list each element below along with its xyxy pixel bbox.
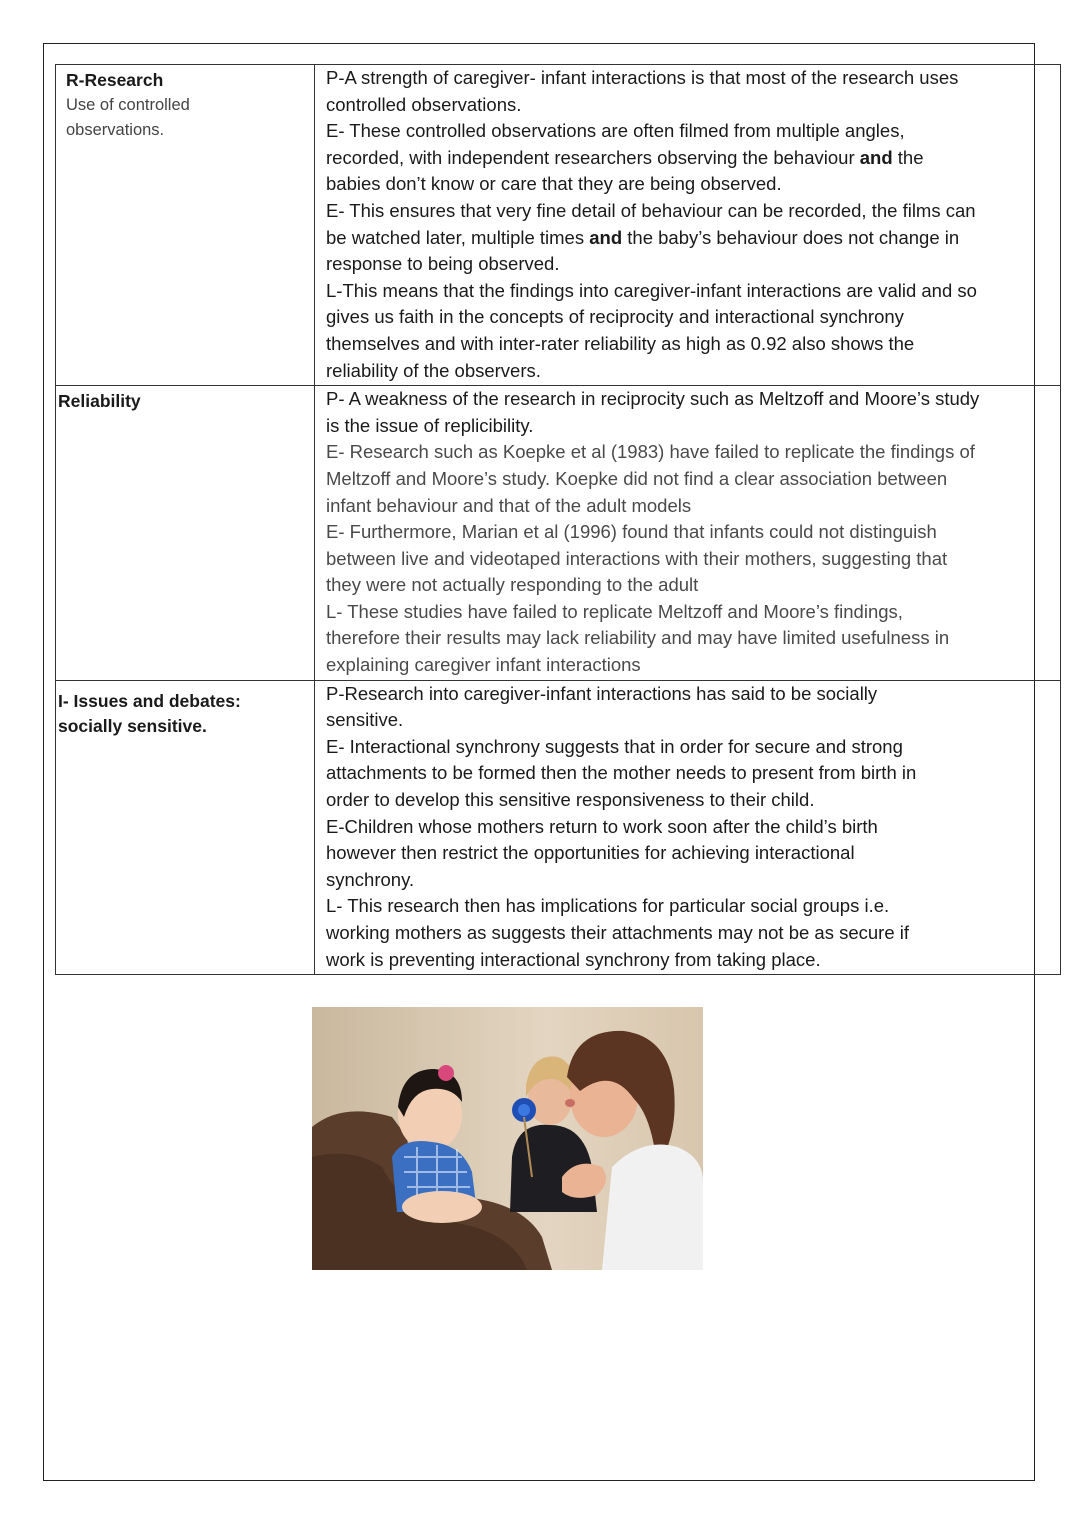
text-line: therefore their results may lack reliability and may have limited usefulness in <box>326 627 950 649</box>
text-line: E- Furthermore, Marian et al (1996) found that infants could not distinguish <box>326 521 937 543</box>
row-label-title: I- Issues and debates: <box>58 690 241 711</box>
text-line: infant behaviour and that of the adult models <box>326 494 692 516</box>
text-span: the baby’s behaviour does not change in <box>627 226 960 248</box>
infant-caregiver-photo <box>312 1007 703 1270</box>
text-cell <box>315 386 1061 681</box>
table-row-reliability <box>56 386 1061 681</box>
text-line: reliability of the observers. <box>326 359 541 381</box>
row-label-title: R-Research <box>66 70 164 90</box>
text-line: response to being observed. <box>326 253 560 275</box>
text-line: L- These studies have failed to replicate Meltzoff and Moore’s findings, <box>326 600 903 622</box>
text-line: gives us faith in the concepts of reciprocity and interactional synchrony <box>326 306 904 328</box>
table-row-issues-debates <box>56 680 1061 975</box>
text-line: E- Research such as Koepke et al (1983) have failed to replicate the findings of <box>326 441 975 463</box>
label-cell <box>56 386 315 681</box>
text-line: they were not actually responding to the adult <box>326 574 699 596</box>
text-line: synchrony. <box>326 868 415 890</box>
row-label-sub: observations. <box>66 121 165 139</box>
text-line: Meltzoff and Moore’s study. Koepke did not find a clear association between <box>326 467 948 489</box>
text-line: attachments to be formed then the mother needs to present from birth in <box>326 762 917 784</box>
text-line: E- Interactional synchrony suggests that in order for secure and strong <box>326 735 903 757</box>
text-line: L- This research then has implications for particular social groups i.e. <box>326 895 890 917</box>
row-label-title: Reliability <box>58 391 141 412</box>
table-row-research <box>56 65 1061 386</box>
text-line <box>326 145 1054 172</box>
text-line: E-Children whose mothers return to work soon after the child’s birth <box>326 815 878 837</box>
text-span: be watched later, multiple times <box>326 226 585 248</box>
text-line: P- A weakness of the research in reciprocity such as Meltzoff and Moore’s study <box>326 388 980 410</box>
text-line: working mothers as suggests their attachments may not be as secure if <box>326 922 910 943</box>
text-line: P-A strength of caregiver- infant interactions is that most of the research uses <box>326 67 959 88</box>
text-line: L-This means that the findings into caregiver-infant interactions are valid and so <box>326 279 977 301</box>
evaluation-table <box>55 64 1061 975</box>
label-cell <box>56 65 315 386</box>
photo-illustration-icon <box>312 1007 703 1270</box>
row-label-title: socially sensitive. <box>58 715 207 736</box>
bold-word: and <box>859 146 893 168</box>
text-line: is the issue of replicibility. <box>326 414 534 436</box>
text-cell <box>315 65 1061 386</box>
text-span: the <box>897 146 924 168</box>
label-cell <box>56 680 315 975</box>
text-line: between live and videotaped interactions with their mothers, suggesting that <box>326 547 948 569</box>
text-line: controlled observations. <box>326 93 522 115</box>
text-line: E- These controlled observations are often filmed from multiple angles, <box>326 120 905 142</box>
text-line: explaining caregiver infant interactions <box>326 654 641 676</box>
text-line: however then restrict the opportunities for achieving interactional <box>326 842 855 864</box>
row-label-sub: Use of controlled <box>66 96 190 114</box>
text-line: E- This ensures that very fine detail of behaviour can be recorded, the films can <box>326 199 976 221</box>
text-cell <box>315 680 1061 975</box>
text-line: babies don’t know or care that they are being observed. <box>326 173 782 195</box>
text-line: order to develop this sensitive responsiveness to their child. <box>326 789 815 811</box>
text-span: recorded, with independent researchers observing the behaviour <box>326 146 855 168</box>
text-line: P-Research into caregiver-infant interactions has said to be socially <box>326 682 878 704</box>
bold-word: and <box>589 226 623 248</box>
text-line: themselves and with inter-rater reliability as high as 0.92 also shows the <box>326 332 915 354</box>
text-line: work is preventing interactional synchrony from taking place. <box>326 948 821 970</box>
text-line: sensitive. <box>326 709 404 731</box>
text-line <box>326 225 1054 252</box>
